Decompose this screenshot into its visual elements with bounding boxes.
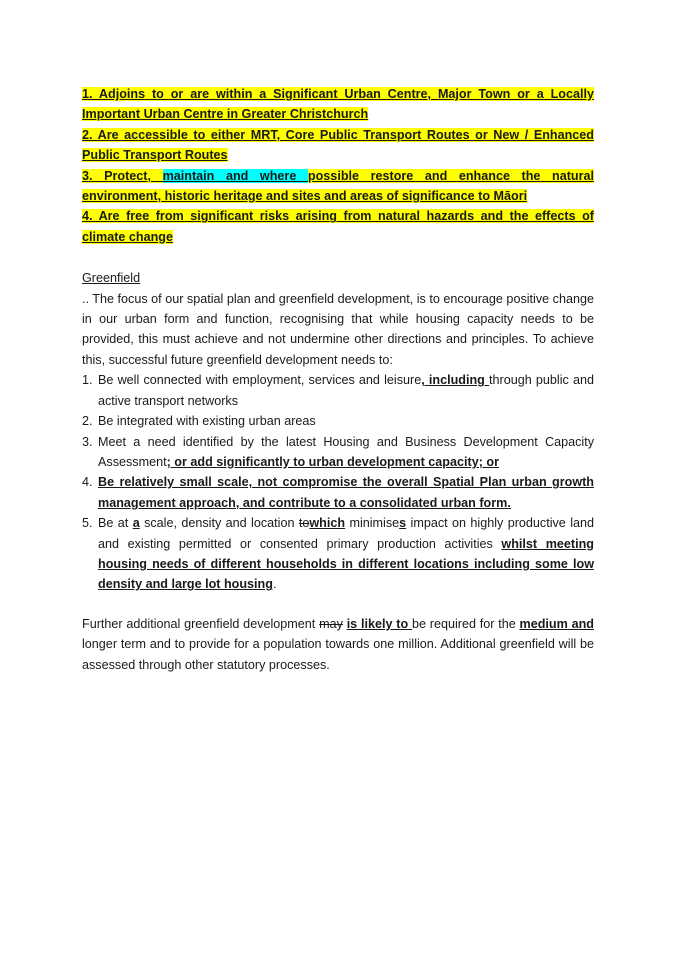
- greenfield-requirements-list: [82, 370, 594, 594]
- item-5-insert-s: s: [399, 516, 407, 531]
- criterion-2-text: 2. Are accessible to either MRT, Core Public Transport Routes or New / Enhanced Public Transport Routes: [82, 127, 594, 163]
- criterion-1: [82, 84, 594, 125]
- list-item: [82, 432, 594, 473]
- criterion-4: [82, 206, 594, 247]
- criterion-2: [82, 125, 594, 166]
- item-3-text: Meet a need identified by the latest Housing and Business Development Capacity Assessment: [98, 434, 594, 469]
- criterion-1-text: 1. Adjoins to or are within a Significant Urban Centre, Major Town or a Locally Important Urban Centre in Greater Christchurch: [82, 87, 594, 122]
- item-1-insert: , including: [421, 373, 490, 388]
- further-deletion: may: [319, 616, 343, 631]
- greenfield-intro: .. The focus of our spatial plan and greenfield development, is to encourage positive change in our urban form and function, recognising that while housing capacity needs to be provided, this must achieve and not undermine other directions and principles. To achieve this, successful future greenfield development needs to:: [82, 291, 594, 367]
- criterion-3-part1: 3. Protect,: [82, 168, 163, 183]
- list-number: 5.: [82, 516, 93, 531]
- criterion-4-text: 4. Are free from significant risks arising from natural hazards and the effects of climate change: [82, 209, 594, 244]
- criteria-list: [82, 84, 594, 247]
- item-4-insert: Be relatively small scale, not compromise the overall Spatial Plan urban growth management approach, and contribute to a consolidated urban form.: [98, 475, 594, 510]
- further-insert-likely: is likely to: [346, 616, 412, 631]
- list-number: 3.: [82, 434, 93, 449]
- item-3-insert: ; or add significantly to urban development capacity; or: [166, 454, 499, 469]
- criterion-3: [82, 166, 594, 207]
- list-number: 4.: [82, 475, 93, 490]
- item-5-period: .: [272, 577, 277, 592]
- item-5-insert-housing: whilst meeting housing needs of different households in different locations including some low density and large lot housing: [98, 536, 594, 592]
- item-5-insert-which: which: [309, 516, 346, 531]
- item-5-deletion: to: [298, 516, 310, 531]
- section-heading-greenfield: Greenfield: [82, 271, 141, 286]
- further-greenfield-paragraph: [82, 614, 594, 675]
- item-1-text: Be well connected with employment, services and leisure: [98, 373, 422, 388]
- item-2-text: Be integrated with existing urban areas: [98, 414, 316, 429]
- list-number: 1.: [82, 373, 93, 388]
- list-item: [82, 370, 594, 411]
- list-number: 2.: [82, 414, 93, 429]
- criterion-3-part3: possible restore and enhance the natural environment, historic heritage and sites and areas of significance to Māori: [82, 168, 595, 204]
- item-1-rest: through public and active transport networks: [98, 373, 594, 408]
- item-5-text-a: Be at: [98, 516, 133, 531]
- list-item: [82, 513, 594, 595]
- item-5-text-h: impact on highly productive land and existing permitted or consented primary production activities: [98, 516, 595, 551]
- further-text-e: be required for the: [411, 616, 520, 631]
- list-item: [82, 411, 594, 431]
- further-insert-medium: medium and: [519, 616, 594, 631]
- item-5-text-f: minimise: [345, 516, 400, 531]
- further-text-a: Further additional greenfield development: [82, 616, 320, 631]
- criterion-3-part2: maintain and where: [162, 168, 308, 183]
- further-text-g: longer term and to provide for a population towards one million. Additional greenfield will be assessed through other statutory processes.: [82, 637, 594, 672]
- item-5-insert-a: a: [132, 516, 140, 531]
- list-item: [82, 472, 594, 513]
- item-5-text-c: scale, density and location: [139, 516, 299, 531]
